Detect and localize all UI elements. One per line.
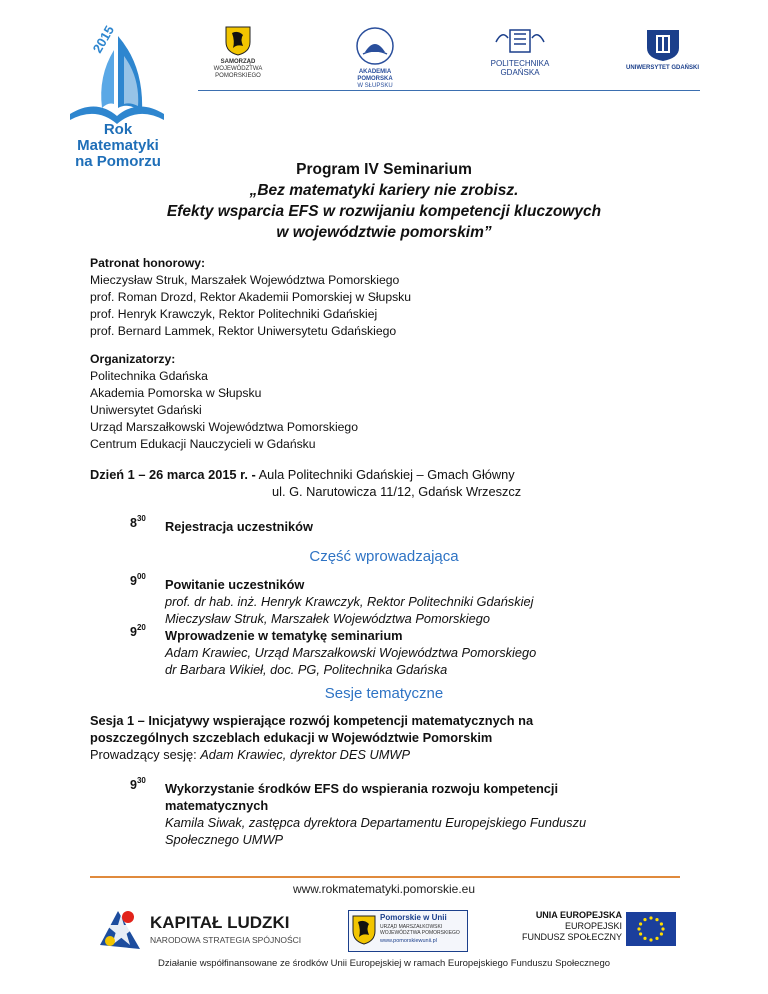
- talk930-title: Wykorzystanie środków EFS do wspierania rozwoju kompetencji: [165, 781, 559, 796]
- talk930-time: $9^{30}$: [130, 776, 146, 792]
- intro-talk-speaker: Adam Krawiec, Urząd Marszałkowski Województwa Pomorskiego: [165, 645, 537, 660]
- section-sessions-heading: Sesje tematyczne: [324, 685, 444, 702]
- session1-title-cont: poszczególnych szczeblach edukacji w Województwie Pomorskim: [90, 730, 493, 745]
- uniwersytet-emblem-icon: [643, 26, 683, 62]
- talk930-title-cont: matematycznych: [165, 798, 269, 813]
- akademia-logo: AKADEMIA POMORSKA W SŁUPSKU: [345, 26, 405, 90]
- welcome-speaker: prof. dr hab. inż. Henryk Krawczyk, Rektor Politechniki Gdańskiej: [165, 594, 534, 609]
- ue-line2: EUROPEJSKI: [564, 921, 622, 931]
- pom-sub2: WOJEWÓDZTWA POMORSKIEGO: [380, 930, 460, 936]
- talk930-speaker: Kamila Siwak, zastępca dyrektora Departamentu Europejskiego Funduszu: [165, 815, 587, 830]
- organizator-item: Politechnika Gdańska: [90, 369, 208, 383]
- footer-cofinancing-note: Działanie współfinansowane ze środków Unii Europejskiej w ramach Europejskiego Funduszu Społecznego: [157, 958, 611, 969]
- pom-sub1: URZĄD MARSZAŁKOWSKI: [380, 924, 443, 930]
- section-intro-heading: Część wprowadzająca: [309, 548, 459, 565]
- rok-logo-line2: na Pomorzu: [75, 153, 161, 170]
- intro-talk-time: $9^{20}$: [130, 623, 146, 639]
- patronat-item: Mieczysław Struk, Marszałek Województwa Pomorskiego: [90, 273, 400, 287]
- session1-chair: Prowadzący sesję: Adam Krawiec, dyrektor DES UMWP: [90, 747, 411, 762]
- footer-url: www.rokmatematyki.pomorskie.eu: [292, 882, 476, 896]
- samorzad-logo: SAMORZĄD WOJEWÓDZTWA POMORSKIEGO: [195, 26, 281, 80]
- session1-title: Sesja 1 – Inicjatywy wspierające rozwój kompetencji matematycznych na: [90, 713, 534, 728]
- logo-year: 2015: [89, 22, 118, 56]
- welcome-time: $9^{00}$: [130, 572, 146, 588]
- day-place: Aula Politechniki Gdańskiej – Gmach Główny: [258, 467, 515, 482]
- kl-subtitle: NARODOWA STRATEGIA SPÓJNOŚCI: [150, 935, 302, 945]
- organizatorzy-heading: Organizatorzy:: [90, 352, 176, 366]
- patronat-item: prof. Henryk Krawczyk, Rektor Politechniki Gdańskiej: [90, 307, 378, 321]
- talk930-speaker: Społecznego UMWP: [165, 832, 284, 847]
- akademia-emblem-icon: [353, 26, 397, 66]
- pom-title: Pomorskie w Unii: [380, 913, 447, 922]
- program-title: Program IV Seminarium: [296, 161, 472, 178]
- header-divider: [198, 90, 700, 91]
- day-address: ul. G. Narutowicza 11/12, Gdańsk Wrzeszcz: [272, 484, 522, 499]
- eu-flag-icon: [626, 912, 676, 946]
- politechnika-logo: POLITECHNIKA GDAŃSKA: [480, 26, 560, 77]
- seminar-title-line2: Efekty wsparcia EFS w rozwijaniu kompetencji kluczowych: [166, 203, 602, 220]
- ue-line3: FUNDUSZ SPOŁECZNY: [521, 932, 622, 942]
- registration-text: Rejestracja uczestników: [165, 519, 313, 534]
- organizator-item: Uniwersytet Gdański: [90, 403, 202, 417]
- organizator-item: Urząd Marszałkowski Województwa Pomorskiego: [90, 420, 358, 434]
- registration-time: $8^{30}$: [130, 514, 146, 530]
- intro-talk-speaker: dr Barbara Wikieł, doc. PG, Politechnika Gdańska: [165, 662, 448, 677]
- patronat-item: prof. Roman Drozd, Rektor Akademii Pomorskiej w Słupsku: [90, 290, 412, 304]
- kapital-ludzki-star-icon: [98, 905, 144, 953]
- patronat-item: prof. Bernard Lammek, Rektor Uniwersytetu Gdańskiego: [90, 324, 397, 338]
- patronat-heading: Patronat honorowy:: [90, 256, 206, 270]
- pom-url: www.pomorskiewunii.pl: [380, 938, 437, 944]
- griffin-shield-icon: [225, 26, 251, 56]
- ue-line1: UNIA EUROPEJSKA: [535, 910, 622, 920]
- footer-divider: [90, 876, 680, 878]
- pomorskie-w-unii-logo: [348, 910, 466, 950]
- seminar-title-line1: „Bez matematyki kariery nie zrobisz.: [249, 182, 519, 199]
- partner-logos: [195, 26, 705, 88]
- organizator-item: Akademia Pomorska w Słupsku: [90, 386, 262, 400]
- welcome-speaker: Mieczysław Struk, Marszałek Województwa Pomorskiego: [165, 611, 490, 626]
- kl-title: KAPITAŁ LUDZKI: [150, 913, 290, 932]
- politechnika-emblem-icon: [492, 26, 548, 56]
- intro-talk-title: Wprowadzenie w tematykę seminarium: [165, 628, 403, 643]
- seminar-title-line3: w województwie pomorskim”: [276, 224, 492, 241]
- day-line: [90, 466, 515, 483]
- kapital-ludzki-logo: [98, 905, 302, 955]
- day-label: Dzień 1 – 26 marca 2015 r. -: [90, 467, 256, 482]
- welcome-title: Powitanie uczestników: [165, 577, 305, 592]
- rok-logo-line1: Rok Matematyki: [77, 121, 159, 154]
- uniwersytet-logo: UNIWERSYTET GDAŃSKI: [620, 26, 705, 72]
- pomorskie-griffin-icon: [352, 915, 376, 945]
- organizator-item: Centrum Edukacji Nauczycieli w Gdańsku: [90, 437, 316, 451]
- unia-europejska-logo: [516, 910, 676, 950]
